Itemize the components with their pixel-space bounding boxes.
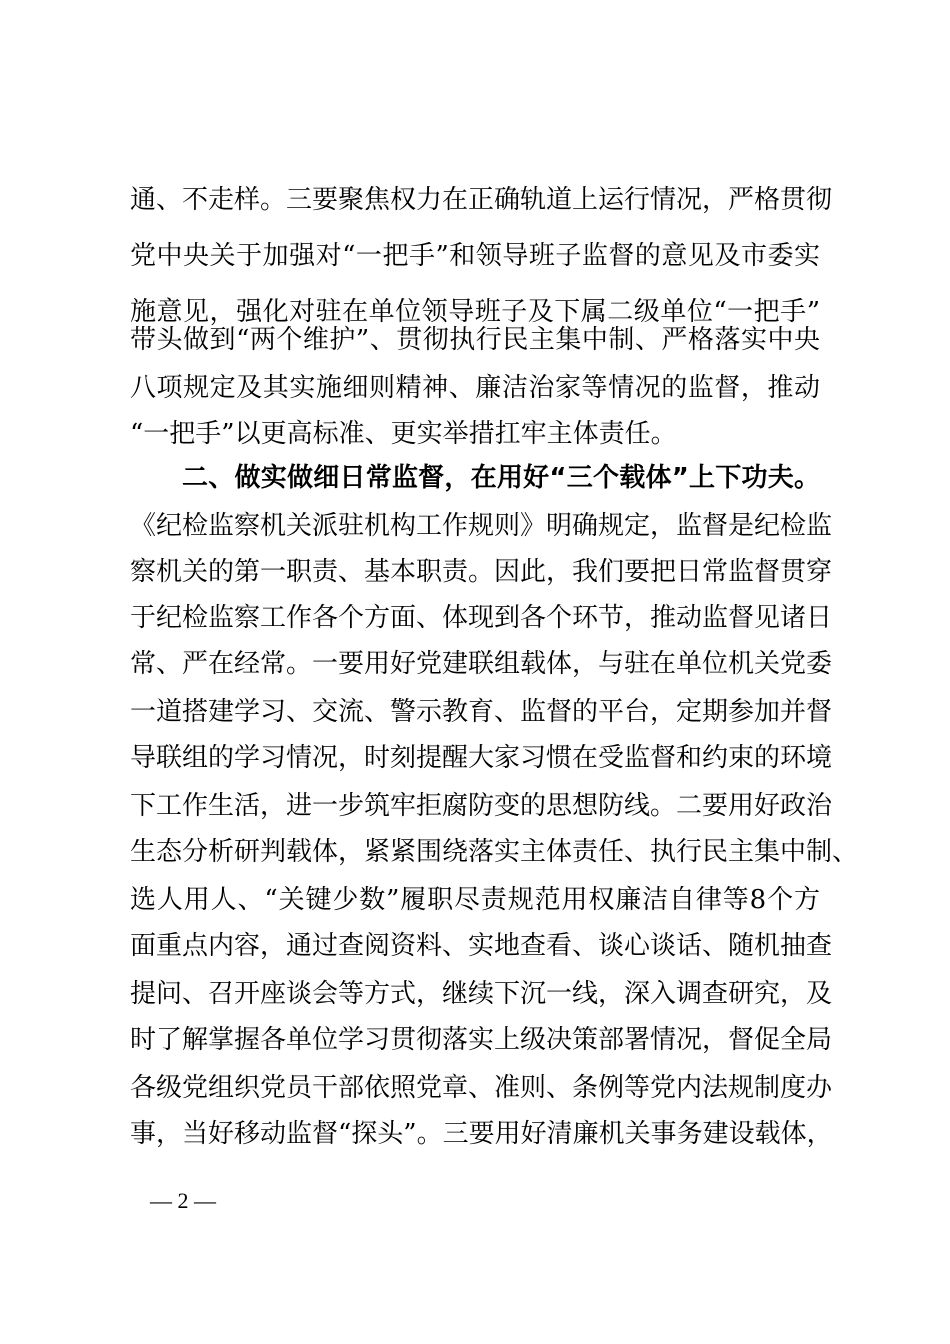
body-line: 施意见，强化对驻在单位领导班子及下属二级单位“一把手” bbox=[130, 297, 820, 327]
body-line: 下工作生活，进一步筑牢拒腐防变的思想防线。二要用好政治 bbox=[130, 791, 833, 821]
body-line: 于纪检监察工作各个方面、体现到各个环节，推动监督见诸日 bbox=[130, 603, 833, 633]
body-line: 选人用人、“关键少数”履职尽责规范用权廉洁自律等8个方 bbox=[130, 885, 820, 915]
body-line: 察机关的第一职责、基本职责。因此，我们要把日常监督贯穿 bbox=[130, 557, 833, 587]
body-line: 各级党组织党员干部依照党章、准则、条例等党内法规制度办 bbox=[130, 1073, 833, 1103]
body-line: 事，当好移动监督“探头”。三要用好清廉机关事务建设载体， bbox=[130, 1119, 833, 1149]
body-line: 通、不走样。三要聚焦权力在正确轨道上运行情况，严格贯彻 bbox=[130, 185, 833, 215]
body-line: 《纪检监察机关派驻机构工作规则》明确规定，监督是纪检监 bbox=[130, 511, 833, 541]
body-line: 导联组的学习情况，时刻提醒大家习惯在受监督和约束的环境 bbox=[130, 743, 833, 773]
body-line: 一道搭建学习、交流、警示教育、监督的平台，定期参加并督 bbox=[130, 697, 833, 727]
body-line: 提问、召开座谈会等方式，继续下沉一线，深入调查研究，及 bbox=[130, 979, 833, 1009]
body-line: 时了解掌握各单位学习贯彻落实上级决策部署情况，督促全局 bbox=[130, 1025, 833, 1055]
page-number: — 2 — bbox=[150, 1188, 216, 1213]
body-line: 常、严在经常。一要用好党建联组载体，与驻在单位机关党委 bbox=[130, 649, 833, 679]
body-line: “一把手”以更高标准、更实举措扛牢主体责任。 bbox=[130, 419, 677, 449]
body-line: 带头做到“两个维护”、贯彻执行民主集中制、严格落实中央 bbox=[130, 325, 820, 355]
body-line: 面重点内容，通过查阅资料、实地查看、谈心谈话、随机抽查 bbox=[130, 931, 833, 961]
body-line: 八项规定及其实施细则精神、廉洁治家等情况的监督，推动 bbox=[130, 373, 820, 403]
body-line: 生态分析研判载体，紧紧围绕落实主体责任、执行民主集中制、 bbox=[130, 837, 859, 867]
section-heading: 二、做实做细日常监督，在用好“三个载体”上下功夫。 bbox=[182, 463, 820, 493]
body-line: 党中央关于加强对“一把手”和领导班子监督的意见及市委实 bbox=[130, 241, 820, 271]
